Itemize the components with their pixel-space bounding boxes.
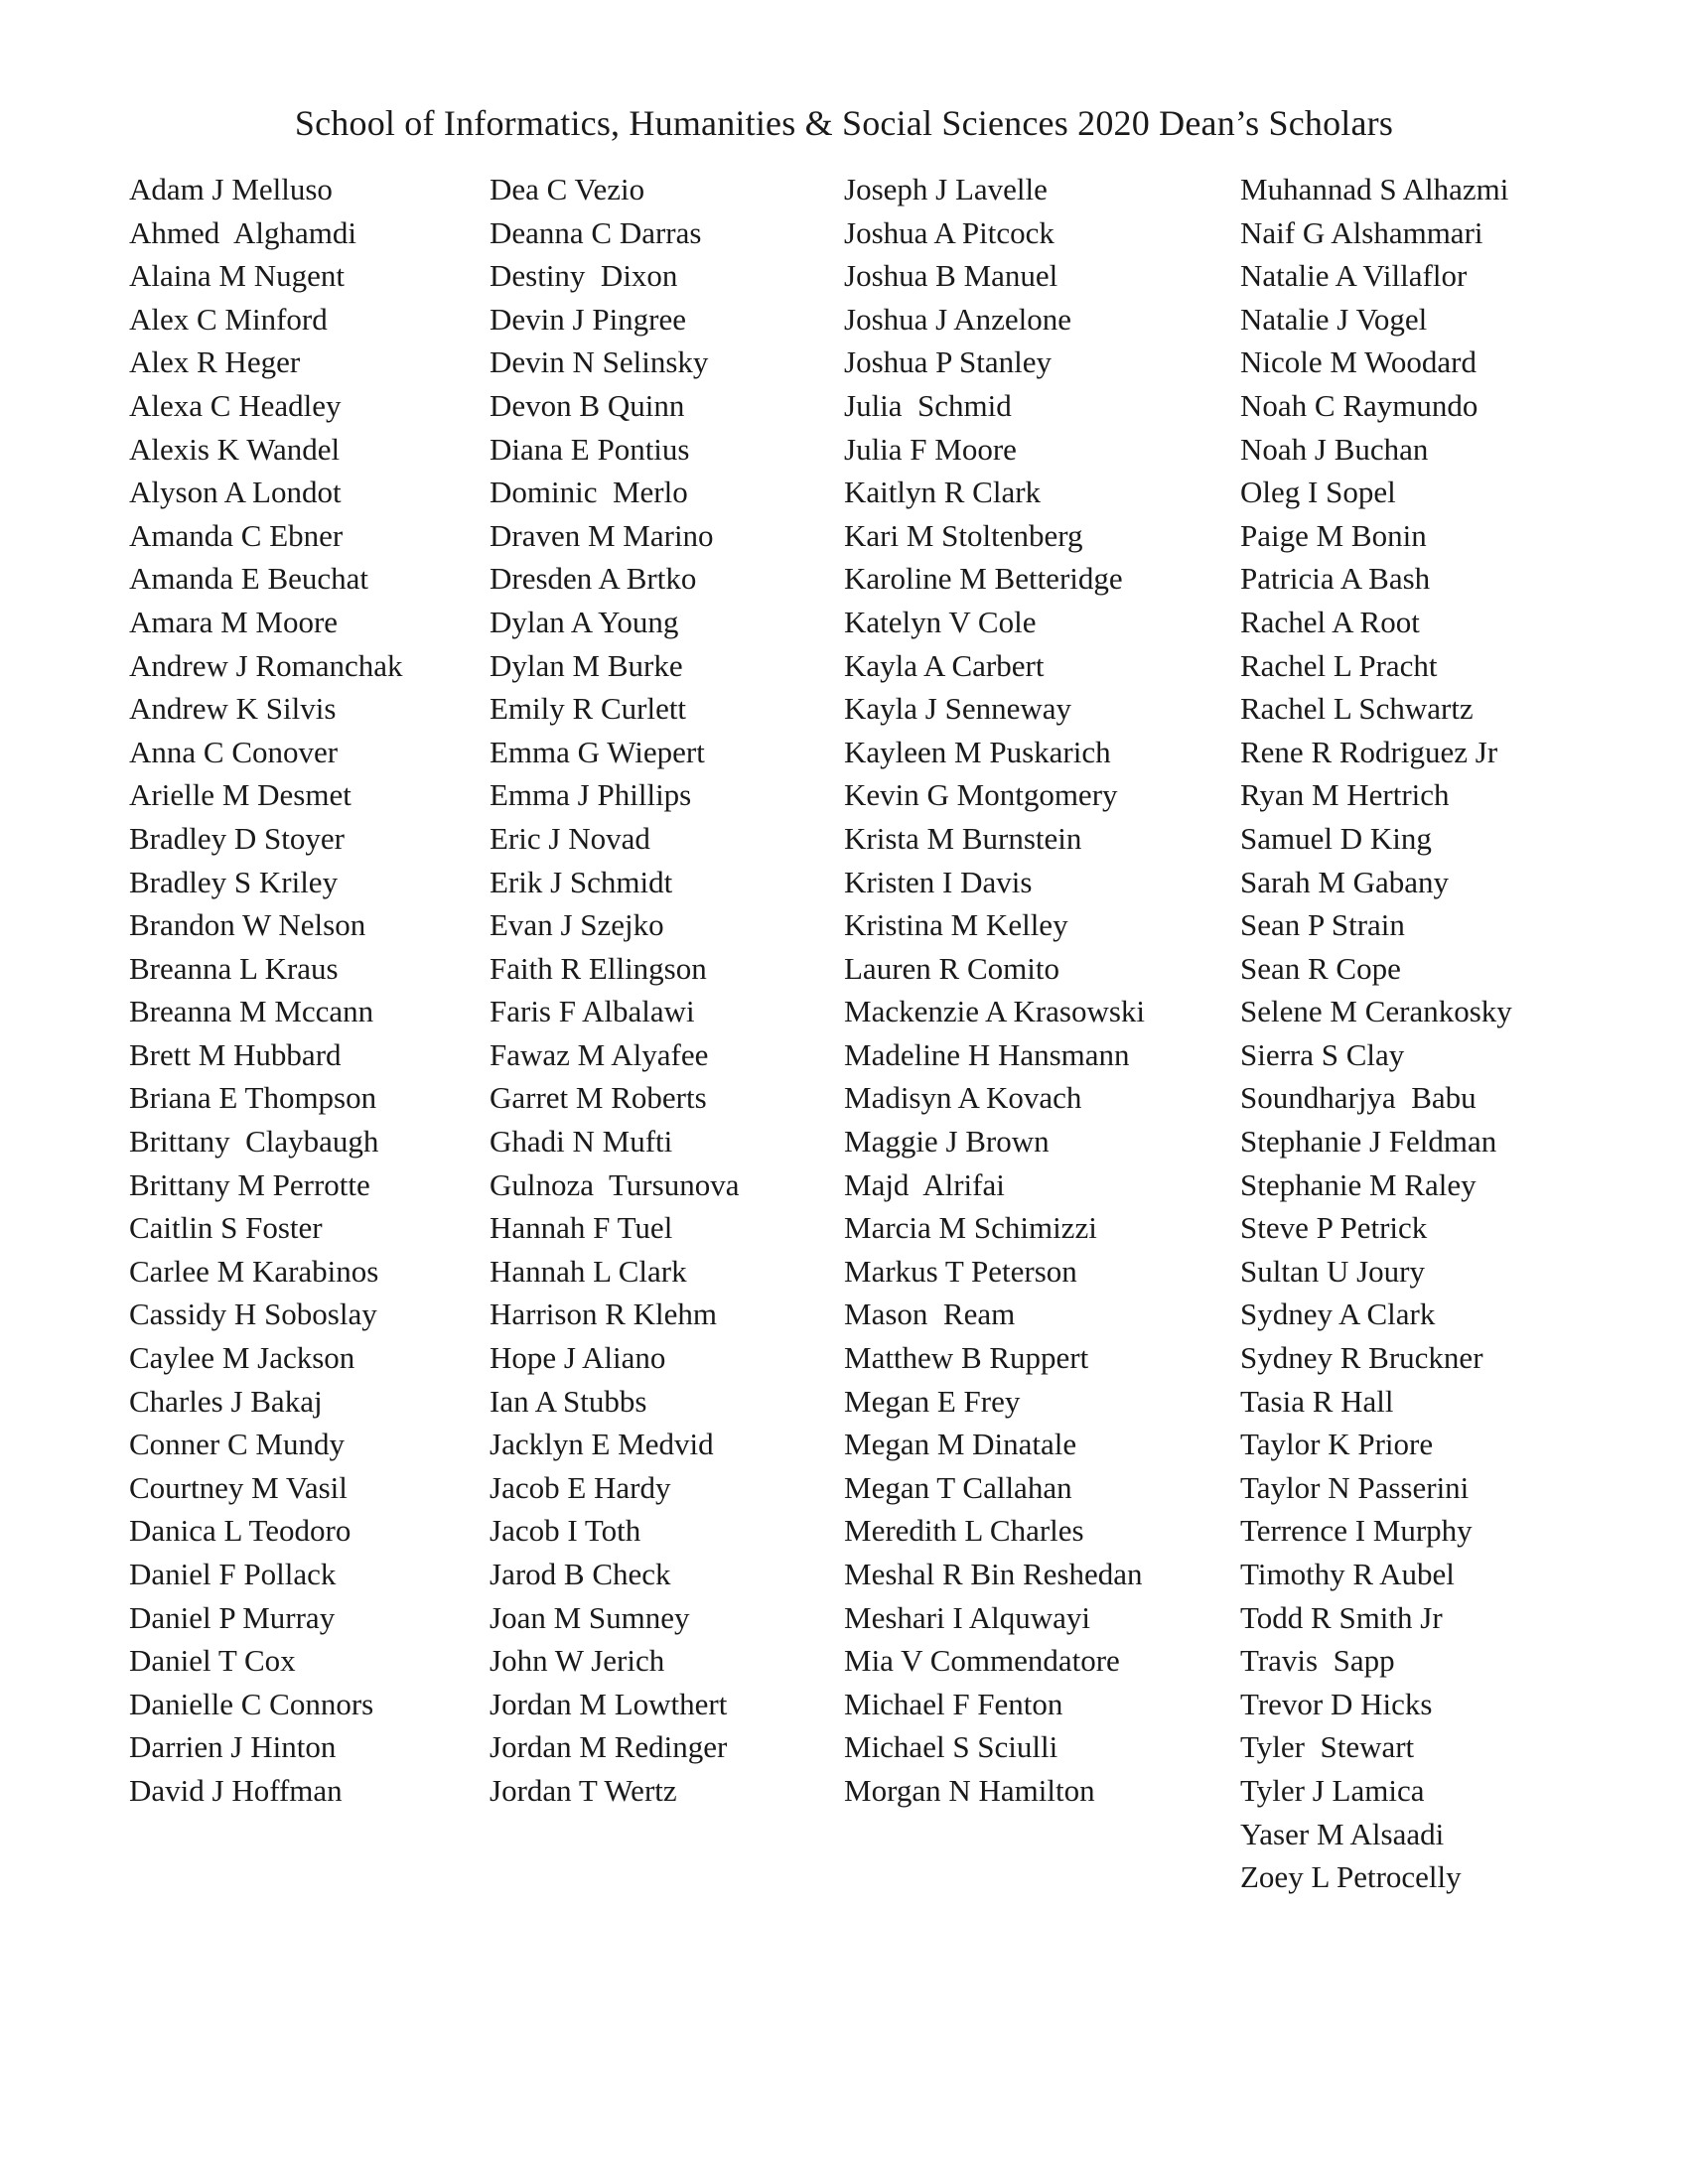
scholar-name: Trevor D Hicks [1240,1686,1433,1721]
scholar-name: Mackenzie A Krasowski [844,994,1146,1029]
scholar-name: Breanna L Kraus [129,950,339,986]
scholar-name: Ghadi N Mufti [490,1124,673,1160]
scholar-name: Joshua J Anzelone [844,301,1072,337]
scholar-name: Brittany Claybaugh [129,1124,379,1160]
scholar-name: Katelyn V Cole [844,604,1037,639]
scholar-name: Courtney M Vasil [129,1469,348,1505]
scholar-name: Kari M Stoltenberg [844,517,1083,553]
scholar-name: Faith R Ellingson [490,950,707,986]
scholar-name: Cassidy H Soboslay [129,1297,377,1332]
scholar-name: Samuel D King [1240,820,1432,856]
scholar-name: David J Hoffman [129,1772,343,1808]
scholar-name: Erik J Schmidt [490,864,673,899]
scholar-name: Emily R Curlett [490,691,687,727]
scholar-name: Jarod B Check [490,1557,671,1591]
scholar-name: Madisyn A Kovach [844,1080,1082,1116]
scholar-name: Devin J Pingree [490,301,687,337]
scholar-name: Kristen I Davis [844,864,1033,899]
scholar-name: Joshua B Manuel [844,258,1058,294]
scholar-name: Brittany M Perrotte [129,1166,370,1202]
scholar-name: Emma G Wiepert [490,734,705,769]
scholar-name: Kayleen M Puskarich [844,734,1111,769]
scholar-name: Tyler J Lamica [1240,1772,1425,1808]
scholar-name: Alyson A Londot [129,475,342,510]
scholar-name: Michael S Sciulli [844,1729,1058,1765]
scholar-name: Eric J Novad [490,820,650,856]
scholar-name: Alexis K Wandel [129,431,341,467]
scholar-name: Amanda E Beuchat [129,561,369,597]
scholar-name: Nicole M Woodard [1240,344,1477,380]
scholar-name: Soundharjya Babu [1240,1080,1477,1116]
scholar-name: Natalie J Vogel [1240,301,1428,337]
scholar-name: Majd Alrifai [844,1166,1005,1202]
scholar-name: Draven M Marino [490,517,714,553]
scholar-name: Krista M Burnstein [844,820,1082,856]
scholar-name: Caylee M Jackson [129,1340,355,1376]
scholar-name: Hannah L Clark [490,1253,687,1289]
scholar-name: Anna C Conover [129,734,339,769]
scholar-name: Julia Schmid [844,387,1012,423]
scholar-name: Sean P Strain [1240,907,1405,943]
scholar-name: Lauren R Comito [844,950,1059,986]
scholar-name: Bradley S Kriley [129,864,339,899]
scholar-name: Todd R Smith Jr [1240,1599,1443,1635]
scholar-name: Alaina M Nugent [129,258,345,294]
scholar-name: Ahmed Alghamdi [129,214,357,250]
scholar-name: Alex C Minford [129,301,328,337]
scholar-name: Daniel P Murray [129,1599,336,1635]
scholar-name: Diana E Pontius [490,431,690,467]
scholar-name: Dylan A Young [490,604,679,639]
scholar-name: Julia F Moore [844,431,1017,467]
scholar-name: Jordan T Wertz [490,1772,677,1808]
scholar-name: Megan M Dinatale [844,1427,1077,1462]
page-title: School of Informatics, Humanities & Social Sciences 2020 Dean’s Scholars [294,103,1394,143]
scholar-name: Terrence I Murphy [1240,1513,1473,1549]
name-column-2 [490,168,739,1813]
scholar-name: Meshari I Alquwayi [844,1599,1090,1635]
scholar-name: Rachel L Pracht [1240,647,1438,683]
scholar-name: Joshua P Stanley [844,344,1052,380]
scholar-name: Kaitlyn R Clark [844,475,1042,510]
scholar-name: Timothy R Aubel [1240,1557,1455,1591]
scholar-name: Yaser M Alsaadi [1240,1816,1445,1851]
scholar-name: Breanna M Mccann [129,994,374,1029]
scholar-name: Darrien J Hinton [129,1729,337,1765]
scholar-name: Mia V Commendatore [844,1643,1120,1679]
scholar-name: Dea C Vezio [490,172,645,206]
scholar-name: Ian A Stubbs [490,1383,647,1419]
scholar-name: Marcia M Schimizzi [844,1210,1097,1246]
scholar-name: Caitlin S Foster [129,1210,323,1246]
scholar-name: Alex R Heger [129,344,301,380]
scholar-name: Kayla A Carbert [844,647,1045,683]
name-column-4 [1240,168,1512,1899]
scholar-name: Jacob E Hardy [490,1469,671,1505]
scholar-name: Noah C Raymundo [1240,387,1478,423]
scholar-name: Travis Sapp [1240,1643,1395,1679]
scholar-name: Brett M Hubbard [129,1036,342,1072]
scholar-name: Taylor K Priore [1240,1427,1434,1462]
scholar-name: Selene M Cerankosky [1240,994,1512,1029]
scholar-name: Meshal R Bin Reshedan [844,1557,1143,1591]
scholar-name: Daniel T Cox [129,1643,296,1679]
scholar-name: Daniel F Pollack [129,1557,337,1591]
scholar-name: Kevin G Montgomery [844,777,1118,813]
scholar-name: Arielle M Desmet [129,777,352,813]
scholar-name: Joshua A Pitcock [844,214,1055,250]
scholar-name: Devon B Quinn [490,387,685,423]
scholar-name: Dylan M Burke [490,647,683,683]
scholar-name: Emma J Phillips [490,777,692,813]
scholar-name: Sean R Cope [1240,950,1401,986]
scholar-name: Adam J Melluso [129,172,333,206]
scholar-name: Oleg I Sopel [1240,475,1396,510]
scholar-name: Kristina M Kelley [844,907,1068,943]
scholar-name: Matthew B Ruppert [844,1340,1089,1376]
scholar-name: Muhannad S Alhazmi [1240,172,1509,206]
scholar-name: Sydney A Clark [1240,1297,1436,1332]
scholar-name: Rachel A Root [1240,604,1420,639]
scholar-name: Brandon W Nelson [129,907,366,943]
scholar-name: Morgan N Hamilton [844,1772,1095,1808]
scholar-name: Michael F Fenton [844,1686,1063,1721]
scholar-name: Zoey L Petrocelly [1240,1859,1462,1895]
scholar-name: Fawaz M Alyafee [490,1036,709,1072]
scholar-name: Mason Ream [844,1297,1016,1332]
scholar-name: Evan J Szejko [490,907,664,943]
scholar-name: John W Jerich [490,1643,665,1679]
scholar-name: Sultan U Joury [1240,1253,1425,1289]
scholar-name: Stephanie M Raley [1240,1166,1477,1202]
scholar-name: Charles J Bakaj [129,1383,323,1419]
scholar-name: Markus T Peterson [844,1253,1077,1289]
scholar-name: Rene R Rodriguez Jr [1240,734,1498,769]
scholar-name: Maggie J Brown [844,1124,1050,1160]
scholar-name: Deanna C Darras [490,214,702,250]
scholar-name: Joseph J Lavelle [844,172,1048,206]
scholar-name: Destiny Dixon [490,258,678,294]
scholar-name: Joan M Sumney [490,1599,690,1635]
scholar-name: Stephanie J Feldman [1240,1124,1497,1160]
scholar-name: Amanda C Ebner [129,517,344,553]
scholar-name: Naif G Alshammari [1240,214,1483,250]
scholar-name: Garret M Roberts [490,1080,707,1116]
scholar-name: Noah J Buchan [1240,431,1429,467]
scholar-name: Sierra S Clay [1240,1036,1405,1072]
scholar-name: Meredith L Charles [844,1513,1084,1549]
scholar-name: Sarah M Gabany [1240,864,1450,899]
scholar-name: Bradley D Stoyer [129,820,345,856]
scholar-name: Briana E Thompson [129,1080,377,1116]
scholar-name: Dresden A Brtko [490,561,697,597]
scholar-name: Megan T Callahan [844,1469,1072,1505]
scholar-name: Tyler Stewart [1240,1729,1415,1765]
scholar-name: Kayla J Senneway [844,691,1071,727]
scholar-name: Patricia A Bash [1240,561,1431,597]
scholar-name: Andrew J Romanchak [129,647,403,683]
scholar-name: Megan E Frey [844,1383,1021,1419]
scholar-name: Devin N Selinsky [490,344,709,380]
name-column-1 [129,168,403,1813]
scholar-name: Taylor N Passerini [1240,1469,1470,1505]
scholar-name: Jacklyn E Medvid [490,1427,714,1462]
scholar-name: Sydney R Bruckner [1240,1340,1483,1376]
scholar-name: Tasia R Hall [1240,1383,1394,1419]
scholar-name: Conner C Mundy [129,1427,345,1462]
scholar-name: Natalie A Villaflor [1240,258,1468,294]
scholar-name: Alexa C Headley [129,387,342,423]
scholar-name: Ryan M Hertrich [1240,777,1450,813]
scholar-name: Danica L Teodoro [129,1513,352,1549]
scholar-name: Danielle C Connors [129,1686,374,1721]
scholar-name: Jordan M Redinger [490,1729,728,1765]
name-column-3 [844,168,1145,1813]
scholar-name: Jordan M Lowthert [490,1686,728,1721]
scholar-name: Hannah F Tuel [490,1210,673,1246]
scholar-name: Karoline M Betteridge [844,561,1123,597]
scholar-name: Jacob I Toth [490,1513,641,1549]
scholar-name: Paige M Bonin [1240,517,1427,553]
scholar-name: Hope J Aliano [490,1340,666,1376]
scholar-name: Dominic Merlo [490,475,688,510]
scholar-name: Madeline H Hansmann [844,1036,1130,1072]
scholar-name: Harrison R Klehm [490,1297,718,1332]
scholar-name: Amara M Moore [129,604,339,639]
scholar-name: Steve P Petrick [1240,1210,1428,1246]
scholar-name: Faris F Albalawi [490,994,695,1029]
scholar-name: Andrew K Silvis [129,691,337,727]
scholar-name: Gulnoza Tursunova [490,1166,740,1202]
scholar-name: Carlee M Karabinos [129,1253,379,1289]
scholar-name: Rachel L Schwartz [1240,691,1474,727]
